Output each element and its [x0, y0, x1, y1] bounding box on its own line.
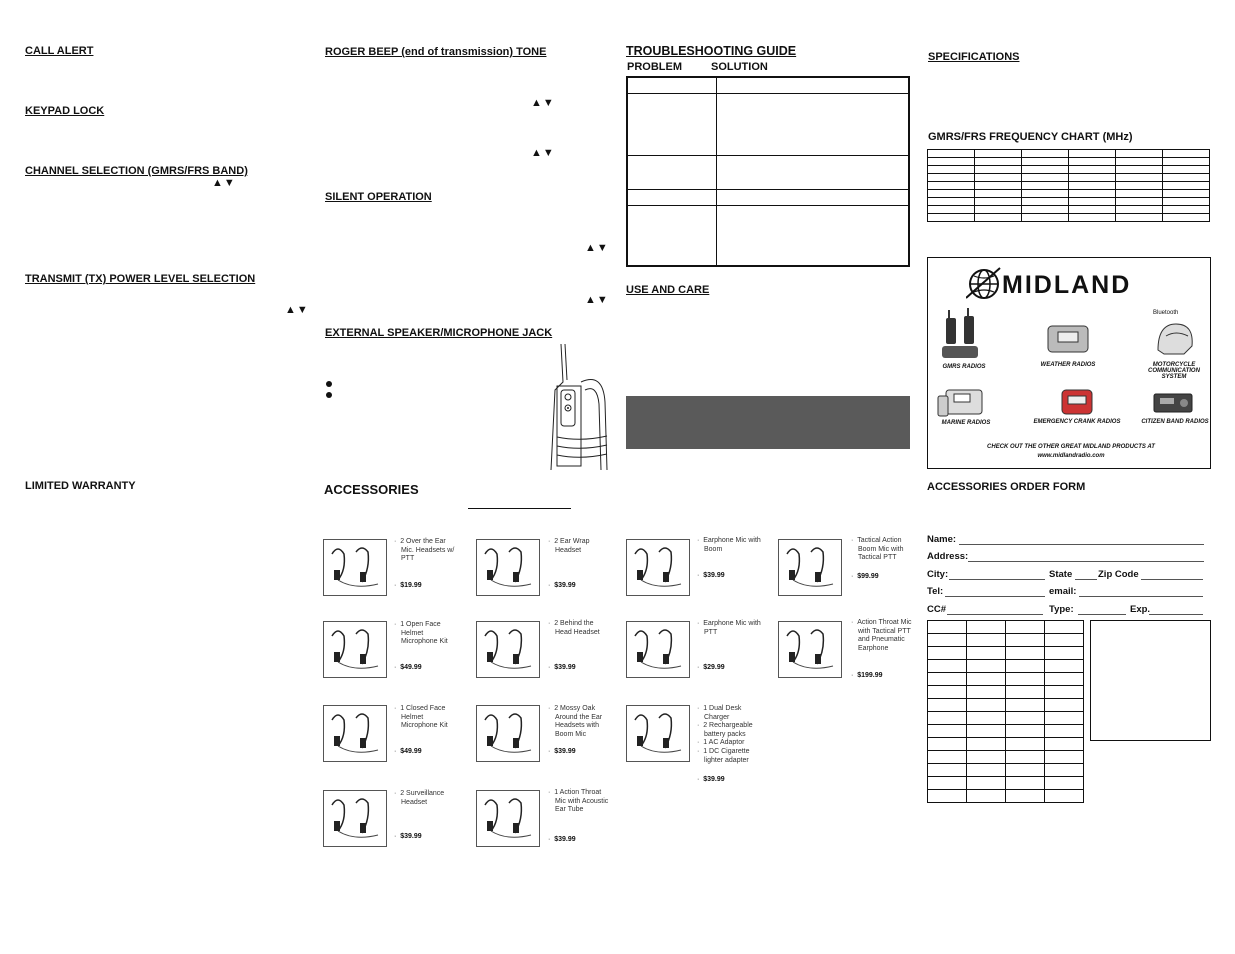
- accessory-price: · $199.99: [851, 672, 883, 679]
- accessory-description-item: · 1 Closed Face Helmet Microphone Kit: [394, 705, 448, 730]
- accessory-description-item: · 1 AC Adaptor: [697, 739, 745, 747]
- midland-logo: MIDLAND: [1002, 271, 1132, 299]
- accessory-description-item: · Tactical Action Boom Mic with Tactical PTT: [851, 537, 904, 562]
- accessory-description: [548, 705, 612, 739]
- heading-call-alert: CALL ALERT: [25, 45, 94, 57]
- accessory-image: [323, 621, 387, 678]
- accessory-price: · $39.99: [548, 836, 576, 843]
- midland-ad: [927, 257, 1211, 469]
- accessory-description: [851, 619, 915, 653]
- marine-radio-image: [936, 382, 986, 420]
- column-header-problem: PROBLEM: [627, 61, 682, 73]
- accessory-price: · $39.99: [697, 572, 725, 579]
- product-label: CITIZEN BAND RADIOS: [1141, 419, 1209, 425]
- order-notes-box[interactable]: [1090, 620, 1211, 741]
- product-label: EMERGENCY CRANK RADIOS: [1033, 419, 1121, 425]
- zip-label: Zip Code: [1098, 569, 1139, 580]
- up-down-arrow-icon: ▲▼: [585, 242, 609, 254]
- gmrs-radios-image: [940, 308, 988, 362]
- heading-specifications: SPECIFICATIONS: [928, 51, 1020, 63]
- exp-field[interactable]: [1149, 614, 1203, 615]
- radio-jack-illustration: [545, 342, 615, 472]
- email-label: email:: [1049, 586, 1077, 597]
- accessory-image: [323, 790, 387, 847]
- product-label: MARINE RADIOS: [941, 420, 991, 426]
- city-label: City:: [927, 569, 949, 580]
- cc-label: CC#: [927, 604, 947, 615]
- accessory-price: · $39.99: [394, 833, 422, 840]
- accessory-description-item: · 2 Behind the Head Headset: [548, 620, 600, 636]
- heading-troubleshooting: TROUBLESHOOTING GUIDE: [626, 44, 797, 58]
- accessory-description-item: · 1 Action Throat Mic with Acoustic Ear Tube: [548, 789, 609, 814]
- heading-silent-operation: SILENT OPERATION: [325, 191, 432, 203]
- heading-frequency-chart: GMRS/FRS FREQUENCY CHART (MHz): [928, 131, 1133, 143]
- accessory-description: [851, 537, 915, 563]
- ad-checkout-text: CHECK OUT THE OTHER GREAT MIDLAND PRODUCTS AT: [987, 444, 1155, 450]
- accessory-image: [626, 705, 690, 762]
- product-label: WEATHER RADIOS: [1040, 362, 1096, 368]
- product-label: MOTORCYCLE COMMUNICATION SYSTEM: [1148, 362, 1200, 380]
- accessory-description: [548, 789, 612, 815]
- state-label: State: [1049, 569, 1073, 580]
- warning-box: [626, 396, 910, 449]
- up-down-arrow-icon: ▲▼: [285, 304, 309, 316]
- form-row-city: [927, 569, 1210, 580]
- bullet-dot: [326, 392, 332, 398]
- weather-radio-image: [1046, 320, 1092, 356]
- accessory-description: [697, 537, 761, 554]
- accessory-image: [323, 705, 387, 762]
- accessory-description: [697, 705, 761, 765]
- up-down-arrow-icon: ▲▼: [531, 97, 555, 109]
- heading-channel-selection: CHANNEL SELECTION (GMRS/FRS BAND): [25, 165, 248, 177]
- heading-keypad-lock: KEYPAD LOCK: [25, 105, 105, 117]
- accessory-image: [778, 621, 842, 678]
- city-field[interactable]: [949, 579, 1045, 580]
- accessory-description: [548, 620, 612, 637]
- type-field[interactable]: [1078, 614, 1126, 615]
- globe-icon: [966, 266, 1002, 302]
- tel-field[interactable]: [945, 596, 1045, 597]
- accessory-price: · $39.99: [548, 664, 576, 671]
- tel-label: Tel:: [927, 586, 944, 597]
- heading-external-speaker: EXTERNAL SPEAKER/MICROPHONE JACK: [325, 327, 553, 339]
- up-down-arrow-icon: ▲▼: [585, 294, 609, 306]
- name-label: Name:: [927, 534, 957, 545]
- type-label: Type:: [1049, 604, 1074, 615]
- accessory-description: [394, 621, 458, 647]
- accessory-price: · $49.99: [394, 664, 422, 671]
- accessory-image: [476, 705, 540, 762]
- accessory-description-item: · Action Throat Mic with Tactical PTT and Pneumatic Earphone: [851, 619, 912, 652]
- accessory-image: [626, 621, 690, 678]
- divider-line: [468, 508, 571, 509]
- accessory-description: [394, 538, 458, 564]
- column-header-solution: SOLUTION: [711, 61, 768, 73]
- heading-order-form: ACCESSORIES ORDER FORM: [927, 481, 1086, 493]
- heading-use-and-care: USE AND CARE: [626, 284, 710, 296]
- accessory-image: [476, 621, 540, 678]
- up-down-arrow-icon: ▲▼: [212, 177, 236, 189]
- accessory-description-item: · Earphone Mic with Boom: [697, 537, 761, 553]
- emergency-crank-radio-image: [1058, 382, 1096, 418]
- accessory-description-item: · Earphone Mic with PTT: [697, 620, 761, 636]
- accessory-price: · $99.99: [851, 573, 879, 580]
- name-field[interactable]: [959, 544, 1204, 545]
- accessory-price: · $39.99: [697, 776, 725, 783]
- accessory-image: [323, 539, 387, 596]
- accessory-image: [778, 539, 842, 596]
- accessory-price: · $29.99: [697, 664, 725, 671]
- accessory-description: [697, 620, 761, 637]
- accessory-description-item: · 1 Dual Desk Charger: [697, 705, 742, 721]
- address-label: Address:: [927, 551, 969, 562]
- email-field[interactable]: [1079, 596, 1203, 597]
- frequency-table: [927, 149, 1210, 222]
- cc-field[interactable]: [947, 614, 1043, 615]
- accessory-price: · $39.99: [548, 582, 576, 589]
- form-row-address: [927, 551, 968, 562]
- accessory-description-item: · 1 Open Face Helmet Microphone Kit: [394, 621, 448, 646]
- up-down-arrow-icon: ▲▼: [531, 147, 555, 159]
- accessory-image: [626, 539, 690, 596]
- order-items-table: [927, 620, 1084, 803]
- heading-tx-power: TRANSMIT (TX) POWER LEVEL SELECTION: [25, 273, 256, 285]
- exp-label: Exp.: [1130, 604, 1151, 615]
- form-row-tel: [927, 586, 1210, 597]
- bullet-dot: [326, 381, 332, 387]
- heading-accessories: ACCESSORIES: [324, 482, 419, 497]
- ad-url: www.midlandradio.com: [1037, 453, 1105, 459]
- accessory-description-item: · 2 Ear Wrap Headset: [548, 538, 590, 554]
- motorcycle-helmet-image: [1154, 320, 1196, 358]
- accessory-description-item: · 2 Surveillance Headset: [394, 790, 445, 806]
- accessory-description: [548, 538, 612, 555]
- heading-limited-warranty: LIMITED WARRANTY: [25, 480, 136, 492]
- heading-roger-beep: ROGER BEEP (end of transmission) TONE: [325, 46, 547, 58]
- accessory-description-item: · 2 Rechargeable battery packs: [697, 722, 753, 738]
- accessory-description: [394, 790, 458, 807]
- product-label: GMRS RADIOS: [942, 364, 986, 370]
- accessory-price: · $19.99: [394, 582, 422, 589]
- accessory-image: [476, 539, 540, 596]
- form-row-cc: [927, 604, 1210, 615]
- accessory-price: · $49.99: [394, 748, 422, 755]
- form-row-name: [927, 534, 956, 545]
- accessory-description-item: · 2 Mossy Oak Around the Ear Headsets with Boom Mic: [548, 705, 603, 738]
- zip-field[interactable]: [1141, 579, 1203, 580]
- accessory-description-item: · 2 Over the Ear Mic. Headsets w/ PTT: [394, 538, 455, 563]
- accessory-image: [476, 790, 540, 847]
- troubleshooting-table: [626, 76, 910, 267]
- accessory-description-item: · 1 DC Cigarette lighter adapter: [697, 747, 750, 764]
- bluetooth-label: Bluetooth: [1153, 310, 1179, 316]
- address-field[interactable]: [968, 561, 1204, 562]
- state-field[interactable]: [1075, 579, 1097, 580]
- accessory-price: · $39.99: [548, 748, 576, 755]
- accessory-description: [394, 705, 458, 731]
- citizen-band-radio-image: [1150, 384, 1196, 418]
